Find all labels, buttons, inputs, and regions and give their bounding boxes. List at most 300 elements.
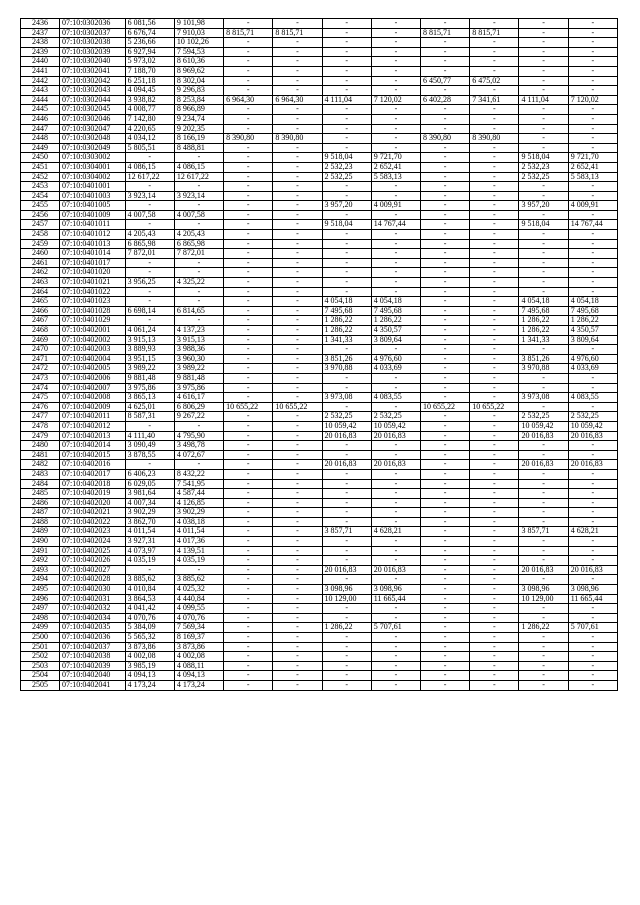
value-9-cell: - xyxy=(519,258,568,268)
value-8-cell: - xyxy=(470,441,519,451)
value-1-cell: 6 081,56 xyxy=(125,19,174,29)
value-9-cell: - xyxy=(519,182,568,192)
value-3-cell: - xyxy=(224,19,273,29)
value-3-cell: - xyxy=(224,393,273,403)
table-row xyxy=(21,143,618,153)
value-8-cell: - xyxy=(470,162,519,172)
value-6-cell: - xyxy=(371,556,420,566)
value-3-cell: - xyxy=(224,460,273,470)
value-6-cell: - xyxy=(371,182,420,192)
value-1-cell: 3 864,53 xyxy=(125,594,174,604)
value-1-cell: 7 142,80 xyxy=(125,114,174,124)
value-2-cell: 3 989,22 xyxy=(174,364,223,374)
value-7-cell: - xyxy=(421,556,470,566)
value-10-cell: 4 054,18 xyxy=(568,297,617,307)
value-6-cell: - xyxy=(371,38,420,48)
value-9-cell: 3 973,08 xyxy=(519,393,568,403)
value-9-cell: - xyxy=(519,105,568,115)
row-number-cell: 2446 xyxy=(21,114,60,124)
value-5-cell: 20 016,83 xyxy=(322,565,371,575)
value-5-cell: - xyxy=(322,661,371,671)
value-5-cell: 3 970,88 xyxy=(322,364,371,374)
cadastral-number-cell: 07:10:0402009 xyxy=(59,402,125,412)
value-8-cell: - xyxy=(470,565,519,575)
value-8-cell: - xyxy=(470,38,519,48)
value-9-cell: - xyxy=(519,604,568,614)
value-4-cell: - xyxy=(273,86,322,96)
value-9-cell: 1 286,22 xyxy=(519,316,568,326)
value-10-cell: - xyxy=(568,680,617,690)
value-3-cell: - xyxy=(224,373,273,383)
value-8-cell: - xyxy=(470,421,519,431)
value-8-cell: - xyxy=(470,239,519,249)
row-number-cell: 2462 xyxy=(21,268,60,278)
value-1-cell: - xyxy=(125,182,174,192)
value-7-cell: 10 655,22 xyxy=(421,402,470,412)
value-6-cell: - xyxy=(371,469,420,479)
value-3-cell: - xyxy=(224,652,273,662)
value-10-cell: - xyxy=(568,124,617,134)
value-8-cell: - xyxy=(470,306,519,316)
value-3-cell: 8 815,71 xyxy=(224,28,273,38)
value-5-cell: - xyxy=(322,479,371,489)
value-5-cell: - xyxy=(322,556,371,566)
value-7-cell: - xyxy=(421,537,470,547)
value-1-cell: - xyxy=(125,421,174,431)
value-8-cell: 8 815,71 xyxy=(470,28,519,38)
table-row xyxy=(21,450,618,460)
value-5-cell: - xyxy=(322,508,371,518)
value-7-cell: - xyxy=(421,479,470,489)
value-3-cell: - xyxy=(224,642,273,652)
value-9-cell: - xyxy=(519,134,568,144)
row-number-cell: 2483 xyxy=(21,469,60,479)
value-4-cell: - xyxy=(273,230,322,240)
table-row xyxy=(21,364,618,374)
value-6-cell: 2 652,41 xyxy=(371,162,420,172)
value-8-cell: - xyxy=(470,210,519,220)
value-7-cell: - xyxy=(421,469,470,479)
value-4-cell: - xyxy=(273,76,322,86)
value-10-cell: 7 120,02 xyxy=(568,95,617,105)
value-6-cell: 20 016,83 xyxy=(371,565,420,575)
value-1-cell: 3 985,19 xyxy=(125,661,174,671)
value-2-cell: - xyxy=(174,316,223,326)
value-2-cell: 4 094,13 xyxy=(174,671,223,681)
value-1-cell: 3 902,29 xyxy=(125,508,174,518)
value-9-cell: 3 957,20 xyxy=(519,201,568,211)
row-number-cell: 2475 xyxy=(21,393,60,403)
value-2-cell: 6 814,65 xyxy=(174,306,223,316)
value-6-cell: 4 054,18 xyxy=(371,297,420,307)
value-2-cell: 4 007,58 xyxy=(174,210,223,220)
value-4-cell: - xyxy=(273,239,322,249)
value-9-cell: - xyxy=(519,613,568,623)
value-4-cell: - xyxy=(273,162,322,172)
value-8-cell: - xyxy=(470,143,519,153)
value-7-cell: - xyxy=(421,268,470,278)
value-7-cell: - xyxy=(421,162,470,172)
value-5-cell: - xyxy=(322,239,371,249)
value-3-cell: - xyxy=(224,105,273,115)
value-6-cell: - xyxy=(371,517,420,527)
table-row xyxy=(21,287,618,297)
value-2-cell: 9 267,22 xyxy=(174,412,223,422)
value-3-cell: 10 655,22 xyxy=(224,402,273,412)
row-number-cell: 2487 xyxy=(21,508,60,518)
value-5-cell: 3 851,26 xyxy=(322,354,371,364)
value-10-cell: - xyxy=(568,191,617,201)
value-8-cell: - xyxy=(470,230,519,240)
value-8-cell: - xyxy=(470,172,519,182)
row-number-cell: 2450 xyxy=(21,153,60,163)
row-number-cell: 2456 xyxy=(21,210,60,220)
value-10-cell: - xyxy=(568,489,617,499)
value-4-cell: - xyxy=(273,364,322,374)
value-10-cell: 2 532,25 xyxy=(568,412,617,422)
value-2-cell: 4 139,51 xyxy=(174,546,223,556)
value-8-cell: - xyxy=(470,57,519,67)
value-5-cell: 2 532,25 xyxy=(322,412,371,422)
value-3-cell: - xyxy=(224,565,273,575)
value-10-cell: - xyxy=(568,268,617,278)
value-4-cell: - xyxy=(273,604,322,614)
cadastral-number-cell: 07:10:0402032 xyxy=(59,604,125,614)
value-7-cell: - xyxy=(421,335,470,345)
cadastral-number-cell: 07:10:0402028 xyxy=(59,575,125,585)
value-8-cell: - xyxy=(470,354,519,364)
value-2-cell: 4 070,76 xyxy=(174,613,223,623)
value-2-cell: 7 910,03 xyxy=(174,28,223,38)
value-8-cell: - xyxy=(470,604,519,614)
table-row xyxy=(21,258,618,268)
table-row xyxy=(21,498,618,508)
value-9-cell: 4 054,18 xyxy=(519,297,568,307)
value-4-cell: - xyxy=(273,556,322,566)
value-7-cell: - xyxy=(421,373,470,383)
value-9-cell: - xyxy=(519,345,568,355)
table-row xyxy=(21,373,618,383)
value-7-cell: - xyxy=(421,210,470,220)
value-10-cell: - xyxy=(568,105,617,115)
row-number-cell: 2491 xyxy=(21,546,60,556)
table-row xyxy=(21,354,618,364)
value-9-cell: - xyxy=(519,508,568,518)
row-number-cell: 2451 xyxy=(21,162,60,172)
value-8-cell: - xyxy=(470,182,519,192)
value-4-cell: - xyxy=(273,258,322,268)
row-number-cell: 2452 xyxy=(21,172,60,182)
value-4-cell: - xyxy=(273,412,322,422)
table-row xyxy=(21,565,618,575)
value-2-cell: - xyxy=(174,220,223,230)
row-number-cell: 2472 xyxy=(21,364,60,374)
row-number-cell: 2460 xyxy=(21,249,60,259)
value-9-cell: - xyxy=(519,47,568,57)
value-7-cell: - xyxy=(421,527,470,537)
value-5-cell: - xyxy=(322,258,371,268)
value-10-cell: - xyxy=(568,345,617,355)
table-row xyxy=(21,623,618,633)
value-1-cell: 4 007,34 xyxy=(125,498,174,508)
value-10-cell: 4 033,69 xyxy=(568,364,617,374)
value-2-cell: 9 881,48 xyxy=(174,373,223,383)
value-4-cell: - xyxy=(273,613,322,623)
row-number-cell: 2499 xyxy=(21,623,60,633)
value-9-cell: - xyxy=(519,268,568,278)
cadastral-number-cell: 07:10:0402021 xyxy=(59,508,125,518)
value-4-cell: - xyxy=(273,565,322,575)
value-9-cell: - xyxy=(519,249,568,259)
value-2-cell: 4 072,67 xyxy=(174,450,223,460)
row-number-cell: 2501 xyxy=(21,642,60,652)
value-8-cell: - xyxy=(470,469,519,479)
value-4-cell: - xyxy=(273,210,322,220)
value-10-cell: 3 098,96 xyxy=(568,585,617,595)
value-9-cell: - xyxy=(519,556,568,566)
value-3-cell: - xyxy=(224,364,273,374)
value-10-cell: - xyxy=(568,114,617,124)
row-number-cell: 2465 xyxy=(21,297,60,307)
value-1-cell: 4 094,45 xyxy=(125,86,174,96)
table-row xyxy=(21,546,618,556)
value-3-cell: - xyxy=(224,316,273,326)
value-1-cell: 4 007,58 xyxy=(125,210,174,220)
value-10-cell: - xyxy=(568,575,617,585)
value-10-cell: 2 652,41 xyxy=(568,162,617,172)
value-3-cell: - xyxy=(224,124,273,134)
value-6-cell: - xyxy=(371,143,420,153)
value-9-cell: - xyxy=(519,287,568,297)
cadastral-number-cell: 07:10:0302046 xyxy=(59,114,125,124)
value-8-cell: - xyxy=(470,191,519,201)
value-7-cell: - xyxy=(421,460,470,470)
value-10-cell: - xyxy=(568,652,617,662)
table-row xyxy=(21,76,618,86)
value-3-cell: - xyxy=(224,172,273,182)
value-5-cell: 4 111,04 xyxy=(322,95,371,105)
row-number-cell: 2438 xyxy=(21,38,60,48)
value-7-cell: - xyxy=(421,613,470,623)
value-1-cell: 5 973,02 xyxy=(125,57,174,67)
value-5-cell: - xyxy=(322,105,371,115)
value-8-cell: - xyxy=(470,105,519,115)
value-2-cell: 8 488,81 xyxy=(174,143,223,153)
table-row xyxy=(21,594,618,604)
value-10-cell: - xyxy=(568,76,617,86)
row-number-cell: 2482 xyxy=(21,460,60,470)
value-7-cell: - xyxy=(421,594,470,604)
value-3-cell: - xyxy=(224,498,273,508)
value-5-cell: - xyxy=(322,57,371,67)
value-1-cell: 4 173,24 xyxy=(125,680,174,690)
value-9-cell: 10 129,00 xyxy=(519,594,568,604)
value-5-cell: 9 518,04 xyxy=(322,153,371,163)
value-4-cell: - xyxy=(273,585,322,595)
table-row xyxy=(21,613,618,623)
value-3-cell: - xyxy=(224,508,273,518)
table-row xyxy=(21,162,618,172)
value-7-cell: - xyxy=(421,143,470,153)
value-2-cell: 4 616,17 xyxy=(174,393,223,403)
value-6-cell: - xyxy=(371,57,420,67)
value-1-cell: 3 956,25 xyxy=(125,278,174,288)
value-7-cell: - xyxy=(421,182,470,192)
value-3-cell: - xyxy=(224,383,273,393)
cadastral-number-cell: 07:10:0302038 xyxy=(59,38,125,48)
value-1-cell: 4 035,19 xyxy=(125,556,174,566)
value-2-cell: 3 960,30 xyxy=(174,354,223,364)
value-1-cell: 4 086,15 xyxy=(125,162,174,172)
value-8-cell: - xyxy=(470,613,519,623)
value-9-cell: 2 532,23 xyxy=(519,162,568,172)
value-10-cell: - xyxy=(568,38,617,48)
value-3-cell: - xyxy=(224,671,273,681)
row-number-cell: 2484 xyxy=(21,479,60,489)
value-1-cell: - xyxy=(125,153,174,163)
value-4-cell: - xyxy=(273,680,322,690)
value-10-cell: - xyxy=(568,508,617,518)
value-7-cell: - xyxy=(421,258,470,268)
value-9-cell: 20 016,83 xyxy=(519,431,568,441)
value-9-cell: - xyxy=(519,671,568,681)
value-7-cell: - xyxy=(421,354,470,364)
value-1-cell: - xyxy=(125,287,174,297)
value-6-cell: - xyxy=(371,633,420,643)
value-6-cell: - xyxy=(371,680,420,690)
value-1-cell: 3 981,64 xyxy=(125,489,174,499)
cadastral-number-cell: 07:10:0302039 xyxy=(59,47,125,57)
cadastral-number-cell: 07:10:0401029 xyxy=(59,316,125,326)
value-1-cell: 5 805,51 xyxy=(125,143,174,153)
value-9-cell: - xyxy=(519,124,568,134)
cadastral-number-cell: 07:10:0303002 xyxy=(59,153,125,163)
value-5-cell: 10 059,42 xyxy=(322,421,371,431)
value-6-cell: - xyxy=(371,134,420,144)
table-row xyxy=(21,671,618,681)
table-row xyxy=(21,124,618,134)
value-9-cell: 2 532,25 xyxy=(519,412,568,422)
value-6-cell: - xyxy=(371,498,420,508)
table-row xyxy=(21,306,618,316)
value-1-cell: 4 008,77 xyxy=(125,105,174,115)
value-10-cell: 10 059,42 xyxy=(568,421,617,431)
value-2-cell: 8 610,36 xyxy=(174,57,223,67)
value-8-cell: - xyxy=(470,345,519,355)
value-2-cell: 3 902,29 xyxy=(174,508,223,518)
cadastral-number-cell: 07:10:0402014 xyxy=(59,441,125,451)
value-8-cell: - xyxy=(470,460,519,470)
value-8-cell: - xyxy=(470,517,519,527)
row-number-cell: 2500 xyxy=(21,633,60,643)
value-7-cell: - xyxy=(421,393,470,403)
value-4-cell: - xyxy=(273,153,322,163)
value-6-cell: 20 016,83 xyxy=(371,460,420,470)
value-9-cell: 1 286,22 xyxy=(519,326,568,336)
cadastral-number-cell: 07:10:0402015 xyxy=(59,450,125,460)
value-1-cell: 4 111,40 xyxy=(125,431,174,441)
value-6-cell: - xyxy=(371,19,420,29)
value-4-cell: - xyxy=(273,124,322,134)
table-row xyxy=(21,66,618,76)
value-10-cell: - xyxy=(568,239,617,249)
value-6-cell: - xyxy=(371,86,420,96)
table-row xyxy=(21,680,618,690)
cadastral-number-cell: 07:10:0401005 xyxy=(59,201,125,211)
value-10-cell: 4 009,91 xyxy=(568,201,617,211)
value-5-cell: - xyxy=(322,134,371,144)
value-1-cell: 6 927,94 xyxy=(125,47,174,57)
value-5-cell: - xyxy=(322,546,371,556)
row-number-cell: 2447 xyxy=(21,124,60,134)
value-3-cell: - xyxy=(224,258,273,268)
value-4-cell: - xyxy=(273,306,322,316)
value-5-cell: 20 016,83 xyxy=(322,431,371,441)
value-5-cell: - xyxy=(322,66,371,76)
value-10-cell: - xyxy=(568,642,617,652)
value-7-cell: - xyxy=(421,364,470,374)
value-4-cell: 8 390,80 xyxy=(273,134,322,144)
value-4-cell: - xyxy=(273,546,322,556)
value-1-cell: 5 565,32 xyxy=(125,633,174,643)
value-4-cell: - xyxy=(273,249,322,259)
cadastral-number-cell: 07:10:0402012 xyxy=(59,421,125,431)
cadastral-number-cell: 07:10:0401001 xyxy=(59,182,125,192)
value-2-cell: 7 594,53 xyxy=(174,47,223,57)
value-9-cell: 9 518,04 xyxy=(519,220,568,230)
value-6-cell: - xyxy=(371,230,420,240)
value-3-cell: - xyxy=(224,585,273,595)
value-8-cell: - xyxy=(470,633,519,643)
value-1-cell: 7 872,01 xyxy=(125,249,174,259)
value-5-cell: - xyxy=(322,517,371,527)
value-7-cell: - xyxy=(421,383,470,393)
table-row xyxy=(21,604,618,614)
value-9-cell: - xyxy=(519,76,568,86)
value-6-cell: - xyxy=(371,604,420,614)
value-10-cell: - xyxy=(568,287,617,297)
value-8-cell: - xyxy=(470,373,519,383)
table-row xyxy=(21,393,618,403)
value-5-cell: - xyxy=(322,182,371,192)
value-1-cell: 9 881,48 xyxy=(125,373,174,383)
value-2-cell: 7 541,95 xyxy=(174,479,223,489)
table-row xyxy=(21,517,618,527)
cadastral-number-cell: 07:10:0302048 xyxy=(59,134,125,144)
value-10-cell: 20 016,83 xyxy=(568,431,617,441)
value-7-cell: 6 450,77 xyxy=(421,76,470,86)
value-2-cell: 3 988,36 xyxy=(174,345,223,355)
row-number-cell: 2468 xyxy=(21,326,60,336)
cadastral-number-cell: 07:10:0401020 xyxy=(59,268,125,278)
value-9-cell: - xyxy=(519,28,568,38)
value-8-cell: - xyxy=(470,278,519,288)
cadastral-number-cell: 07:10:0302040 xyxy=(59,57,125,67)
value-2-cell: 4 002,08 xyxy=(174,652,223,662)
value-9-cell: - xyxy=(519,517,568,527)
row-number-cell: 2443 xyxy=(21,86,60,96)
value-7-cell: - xyxy=(421,220,470,230)
value-9-cell: - xyxy=(519,489,568,499)
value-1-cell: - xyxy=(125,565,174,575)
value-8-cell: - xyxy=(470,393,519,403)
value-7-cell: 8 815,71 xyxy=(421,28,470,38)
value-4-cell: - xyxy=(273,201,322,211)
value-4-cell: - xyxy=(273,479,322,489)
value-6-cell: 2 532,25 xyxy=(371,412,420,422)
value-3-cell: - xyxy=(224,210,273,220)
value-9-cell: 3 970,88 xyxy=(519,364,568,374)
